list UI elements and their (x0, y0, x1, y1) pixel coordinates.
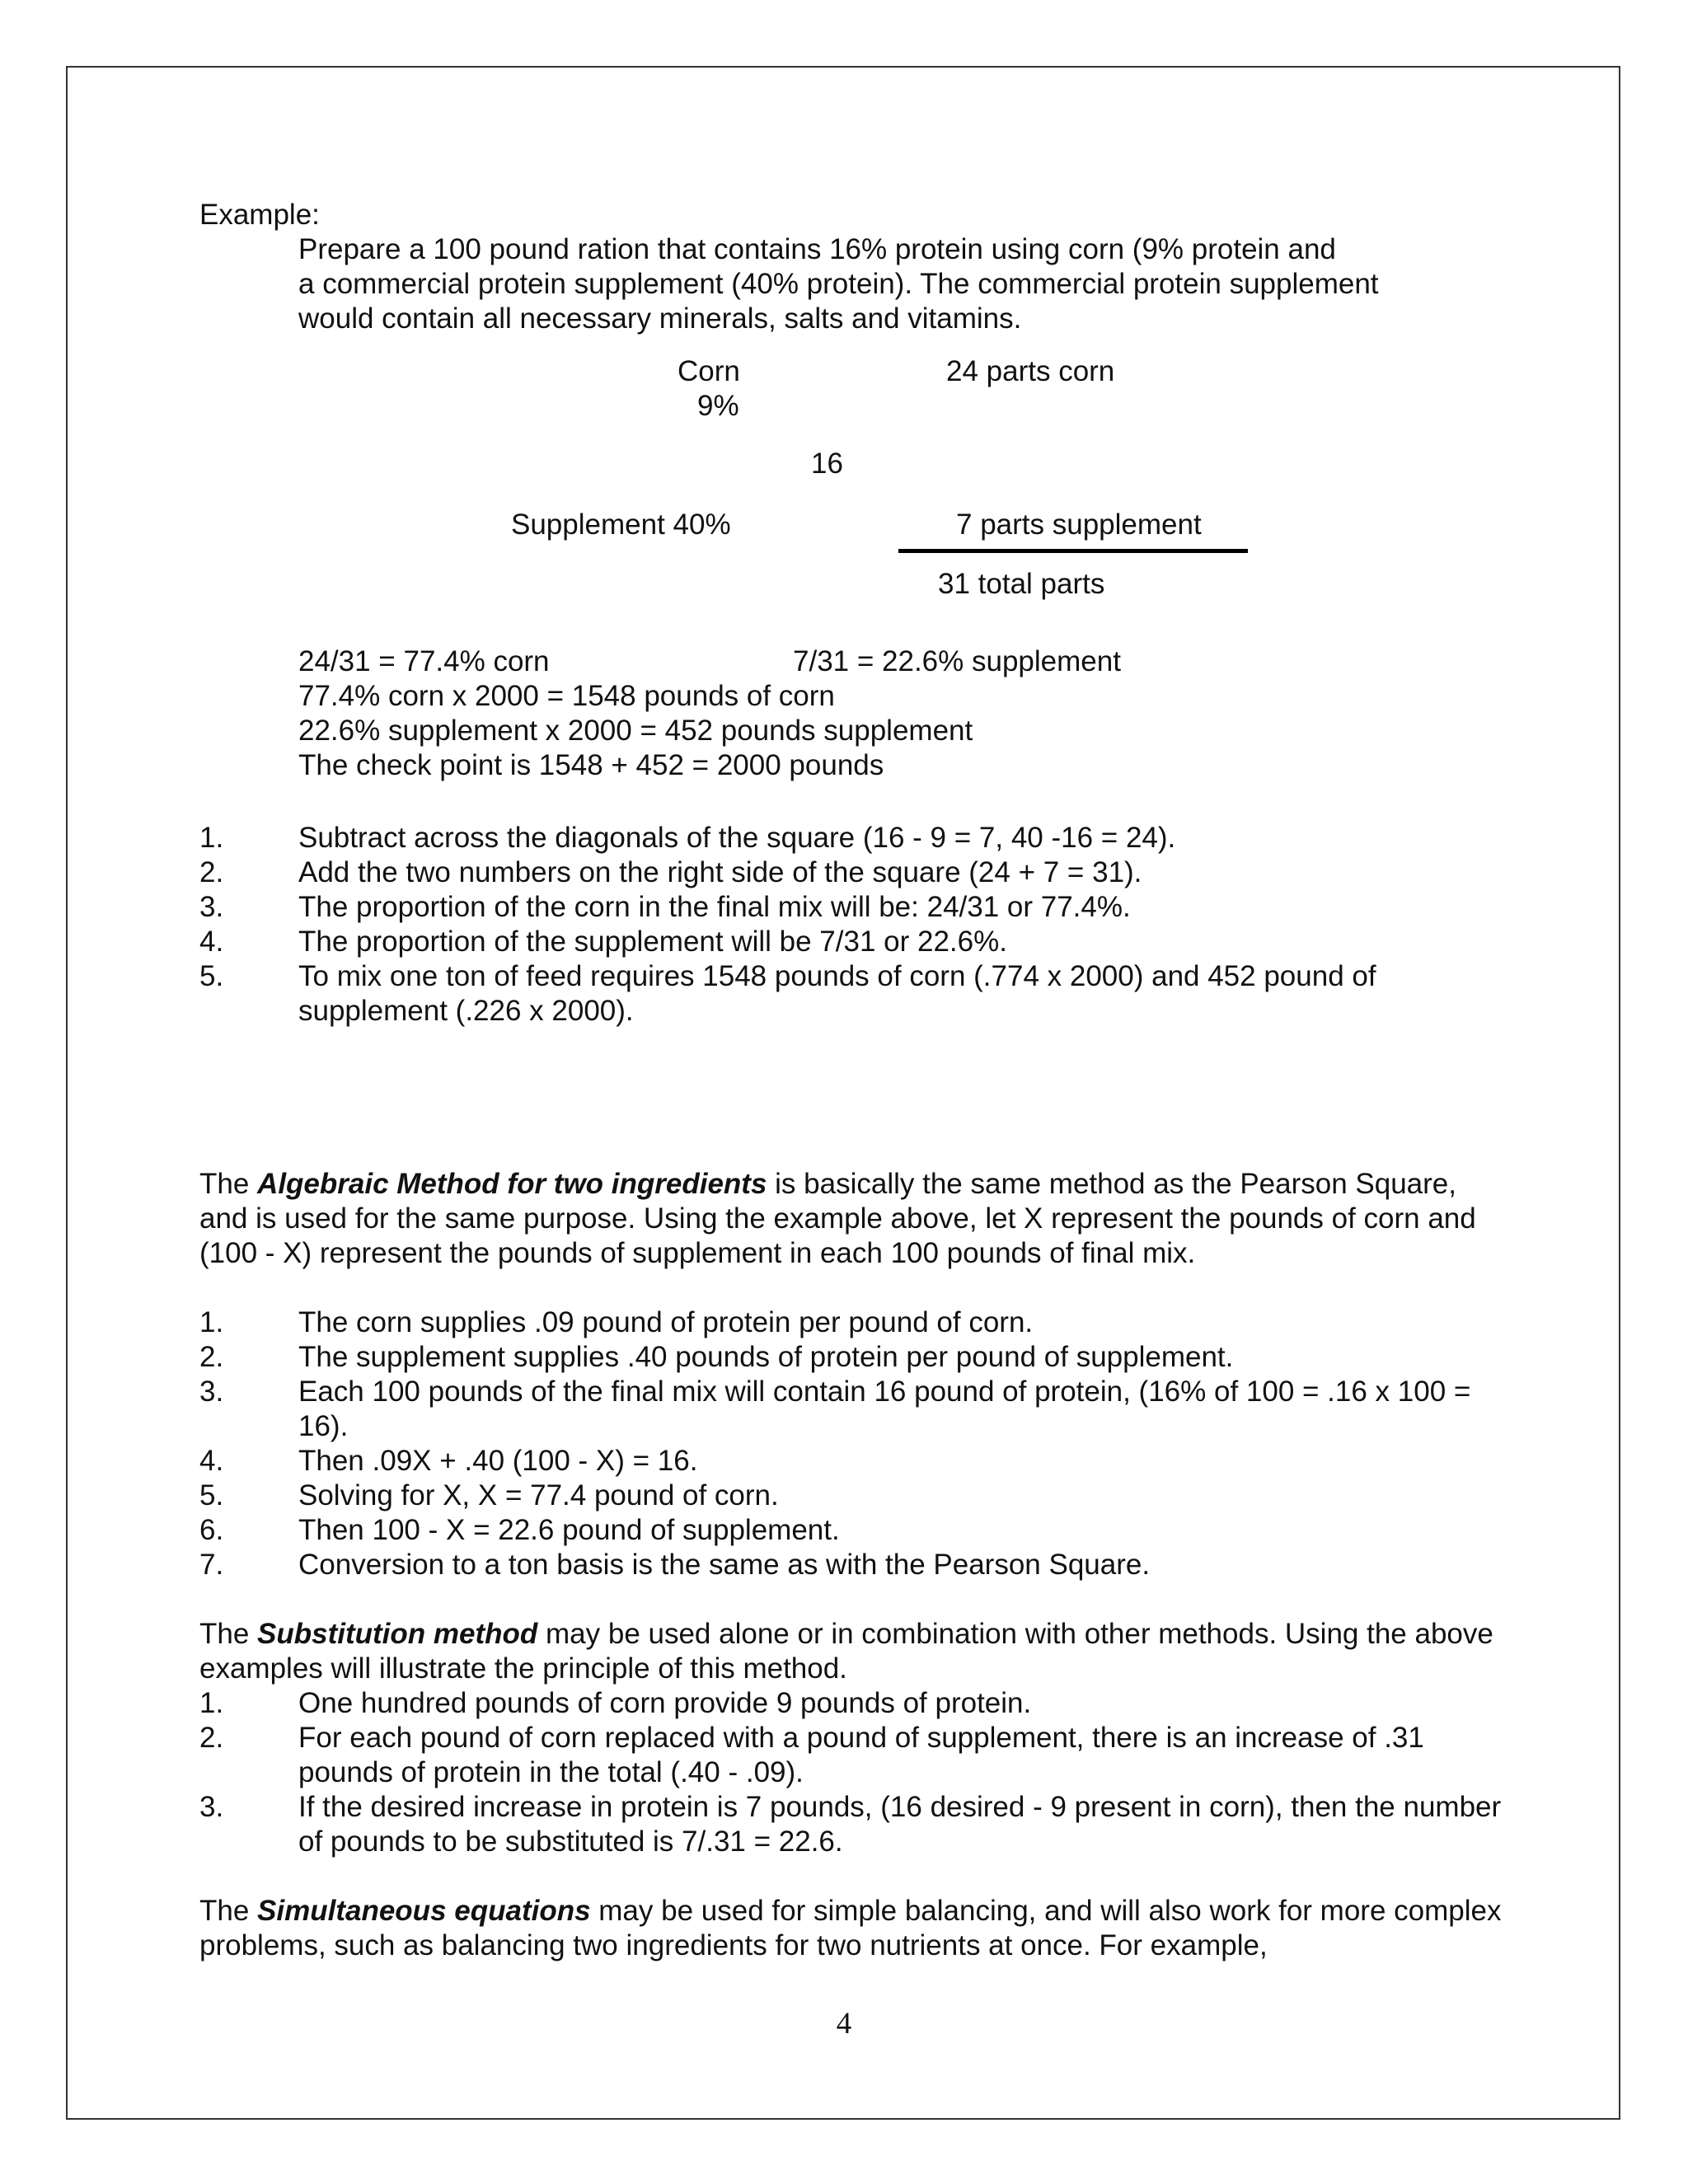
square-supplement-parts: 7 parts supplement (956, 509, 1202, 541)
item-number: 5. (199, 1479, 224, 1511)
list-item (199, 1479, 1518, 1513)
example-heading: Example: (199, 199, 320, 231)
item-text: For each pound of corn replaced with a pound of supplement, there is an increase of .31 pounds of protein in the total (.40 - .09). (298, 1722, 1424, 1788)
page-number: 4 (836, 2007, 852, 2041)
substitution-pre: The (199, 1618, 258, 1650)
list-item (199, 1444, 1518, 1479)
algebraic-post: is basically the same method as the Pearson Square, and is used for the same purpose. Using the example above, let X represent the pounds of corn and (100 - X) represent the pounds of supplement in each 100 pounds of final mix. (199, 1168, 1476, 1269)
square-corn-label: Corn (678, 355, 740, 387)
item-number: 6. (199, 1514, 224, 1546)
item-number: 1. (199, 822, 224, 854)
example-line-3: would contain all necessary minerals, salts and vitamins. (298, 302, 1022, 335)
substitution-paragraph (199, 1617, 1502, 1686)
item-number: 3. (199, 891, 224, 923)
square-supplement-label: Supplement 40% (511, 509, 731, 541)
item-text: Subtract across the diagonals of the square (16 - 9 = 7, 40 -16 = 24). (298, 822, 1176, 854)
item-text: One hundred pounds of corn provide 9 pounds of protein. (298, 1687, 1032, 1719)
list-item (199, 1548, 1518, 1582)
list-item (199, 1721, 1518, 1790)
item-number: 2. (199, 856, 224, 888)
calc-line-2: 22.6% supplement x 2000 = 452 pounds supplement (298, 715, 973, 747)
item-number: 2. (199, 1722, 224, 1754)
list-item (199, 1513, 1518, 1548)
example-line-1: Prepare a 100 pound ration that contains 16% protein using corn (9% protein and (298, 233, 1336, 265)
item-number: 1. (199, 1687, 224, 1719)
list-item (199, 1790, 1518, 1859)
item-text: If the desired increase in protein is 7 pounds, (16 desired - 9 present in corn), then the number of pounds to be substituted is 7/.31 = 22.6. (298, 1791, 1502, 1858)
square-corn-pct: 9% (697, 390, 739, 422)
calc-line-3: The check point is 1548 + 452 = 2000 pounds (298, 749, 884, 781)
simultaneous-pre: The (199, 1895, 258, 1927)
simultaneous-paragraph (199, 1894, 1502, 1963)
simultaneous-post: may be used for simple balancing, and will also work for more complex problems, such as balancing two ingredients for two nutrients at once. For example, (199, 1895, 1502, 1961)
square-target: 16 (811, 448, 843, 480)
item-text: The corn supplies .09 pound of protein per pound of corn. (298, 1306, 1034, 1338)
list-item (199, 1340, 1518, 1375)
item-text: To mix one ton of feed requires 1548 pounds of corn (.774 x 2000) and 452 pound of supplement (.226 x 2000). (298, 960, 1376, 1027)
list-item (199, 925, 1518, 959)
item-text: Solving for X, X = 77.4 pound of corn. (298, 1479, 779, 1511)
list-item (199, 855, 1518, 890)
example-line-2: a commercial protein supplement (40% protein). The commercial protein supplement (298, 268, 1379, 300)
item-number: 4. (199, 926, 224, 958)
item-number: 3. (199, 1376, 224, 1408)
substitution-steps (199, 1686, 1518, 1859)
calc-line-1: 77.4% corn x 2000 = 1548 pounds of corn (298, 680, 835, 712)
list-item (199, 890, 1518, 925)
item-number: 3. (199, 1791, 224, 1823)
list-item (199, 959, 1518, 1029)
item-number: 5. (199, 960, 224, 992)
list-item (199, 1686, 1518, 1721)
pearson-steps (199, 821, 1518, 1029)
item-text: The proportion of the corn in the final mix will be: 24/31 or 77.4%. (298, 891, 1131, 923)
sum-rule (898, 549, 1248, 553)
algebraic-pre: The (199, 1168, 258, 1200)
substitution-term: Substitution method (257, 1618, 538, 1650)
item-text: Then 100 - X = 22.6 pound of supplement. (298, 1514, 840, 1546)
list-item (199, 821, 1518, 855)
item-number: 7. (199, 1549, 224, 1581)
item-text: The proportion of the supplement will be 7/31 or 22.6%. (298, 926, 1007, 958)
calc-supp-fraction: 7/31 = 22.6% supplement (793, 645, 1121, 677)
square-corn-parts: 24 parts corn (946, 355, 1115, 387)
item-number: 4. (199, 1445, 224, 1477)
item-text: Add the two numbers on the right side of the square (24 + 7 = 31). (298, 856, 1142, 888)
algebraic-steps (199, 1305, 1518, 1582)
calc-corn-fraction: 24/31 = 77.4% corn (298, 645, 550, 677)
item-number: 1. (199, 1306, 224, 1338)
list-item (199, 1375, 1518, 1444)
square-total-parts: 31 total parts (938, 568, 1105, 600)
algebraic-term: Algebraic Method for two ingredients (257, 1168, 767, 1200)
substitution-post: may be used alone or in combination with other methods. Using the above examples will illustrate the principle of this method. (199, 1618, 1493, 1685)
item-text: Each 100 pounds of the final mix will contain 16 pound of protein, (16% of 100 = .16 x 100 = 16). (298, 1376, 1471, 1442)
item-text: Then .09X + .40 (100 - X) = 16. (298, 1445, 698, 1477)
simultaneous-term: Simultaneous equations (257, 1895, 591, 1927)
algebraic-paragraph (199, 1167, 1502, 1271)
item-number: 2. (199, 1341, 224, 1373)
list-item (199, 1305, 1518, 1340)
item-text: The supplement supplies .40 pounds of protein per pound of supplement. (298, 1341, 1234, 1373)
item-text: Conversion to a ton basis is the same as with the Pearson Square. (298, 1549, 1151, 1581)
